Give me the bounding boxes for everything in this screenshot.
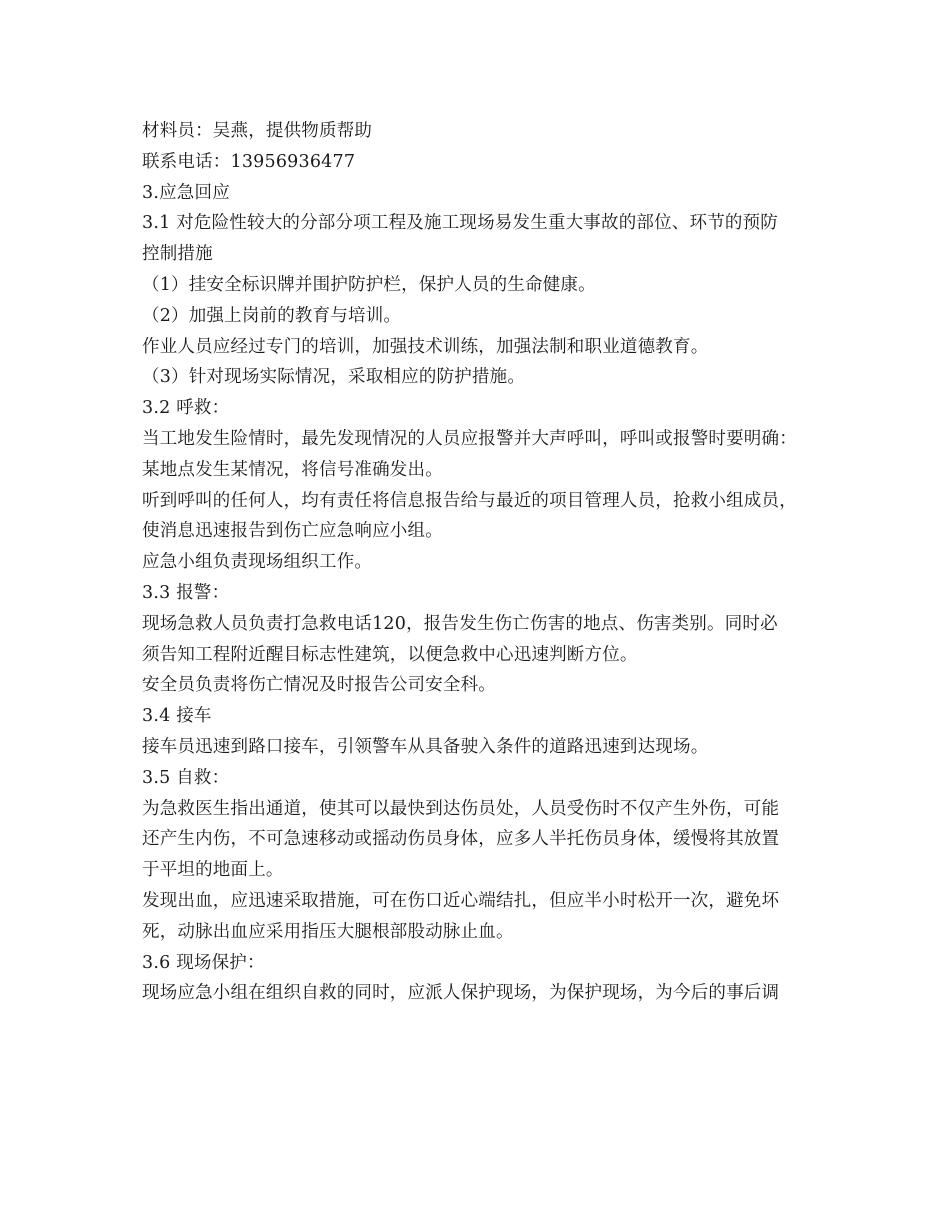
section-heading: 3.应急回应 (142, 182, 230, 203)
text-line: 发现出血，应迅速采取措施，可在伤口近心端结扎，但应半小时松开一次，避免坏 (142, 890, 780, 911)
text-line: 为急救医生指出通道，使其可以最快到达伤员处，人员受伤时不仅产生外伤，可能 (142, 798, 780, 819)
text-line: 接车员迅速到路口接车，引领警车从具备驶入条件的道路迅速到达现场。 (142, 736, 709, 757)
text-line: 某地点发生某情况，将信号准确发出。 (142, 459, 443, 480)
text-line: 死，动脉出血应采用指压大腿根部股动脉止血。 (142, 921, 514, 942)
text-line: 现场应急小组在组织自救的同时，应派人保护现场，为保护现场，为今后的事后调 (142, 983, 780, 1004)
subsection-heading: 3.3 报警： (142, 582, 230, 603)
text-line: 控制措施 (142, 244, 213, 265)
text-line: 须告知工程附近醒目标志性建筑，以便急救中心迅速判断方位。 (142, 644, 638, 665)
text-line: 安全员负责将伤亡情况及时报告公司安全科。 (142, 675, 496, 696)
text-line: 材料员：吴燕，提供物质帮助 (142, 121, 373, 141)
subsection-heading: 3.6 现场保护： (142, 952, 265, 973)
text-line: 于平坦的地面上。 (142, 860, 284, 881)
subsection-heading: 3.1 对危险性较大的分部分项工程及施工现场易发生重大事故的部位、环节的预防 (142, 213, 778, 234)
text-line: 听到呼叫的任何人，均有责任将信息报告给与最近的项目管理人员，抢救小组成员， (142, 490, 797, 511)
text-line: 当工地发生险情时，最先发现情况的人员应报警并大声呼叫，呼叫或报警时要明确： (142, 428, 797, 449)
text-line: 使消息迅速报告到伤亡应急响应小组。 (142, 521, 443, 542)
list-item: （3）针对现场实际情况，采取相应的防护措施。 (142, 367, 526, 388)
subsection-heading: 3.5 自救： (142, 767, 230, 788)
text-line: 作业人员应经过专门的培训，加强技术训练，加强法制和职业道德教育。 (142, 336, 709, 357)
subsection-heading: 3.4 接车 (142, 706, 212, 727)
text-line: 还产生内伤，不可急速移动或摇动伤员身体，应多人半托伤员身体，缓慢将其放置 (142, 829, 780, 850)
subsection-heading: 3.2 呼救： (142, 398, 230, 419)
list-item: （1）挂安全标识牌并围护防护栏，保护人员的生命健康。 (142, 274, 596, 295)
text-line: 联系电话：13956936477 (142, 151, 356, 172)
list-item: （2）加强上岗前的教育与培训。 (142, 305, 402, 326)
text-line: 现场急救人员负责打急救电话120，报告发生伤亡伤害的地点、伤害类别。同时必 (142, 613, 778, 634)
document-body (142, 116, 842, 1009)
text-line: 应急小组负责现场组织工作。 (142, 552, 373, 573)
